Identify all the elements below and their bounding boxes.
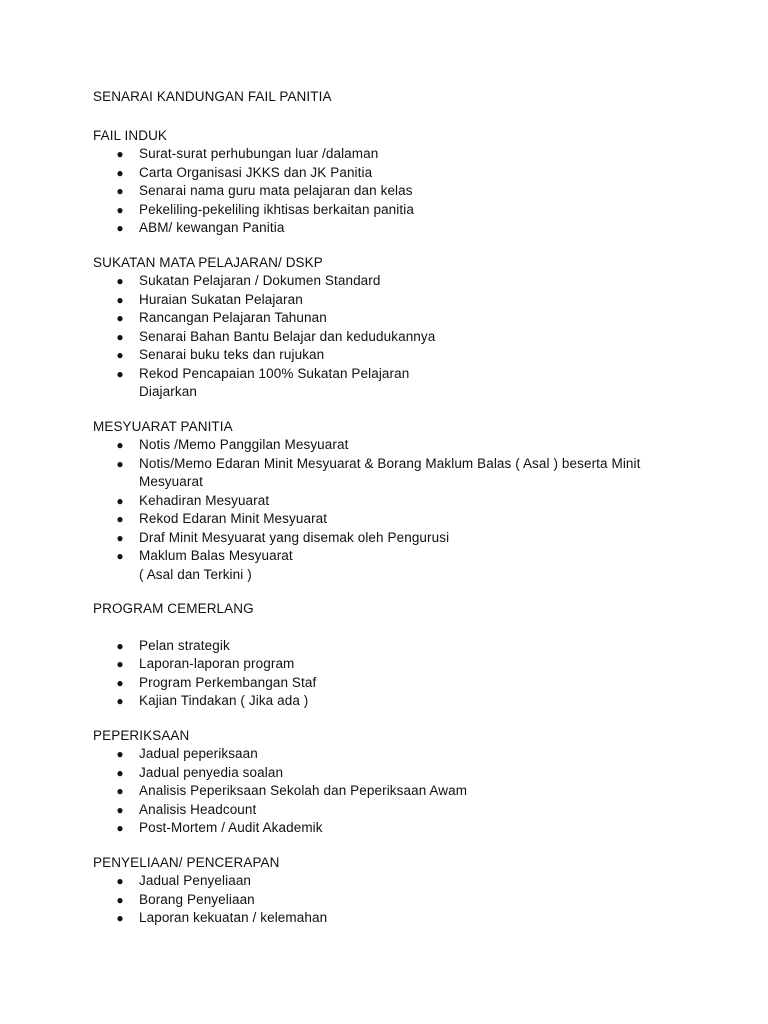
list-item-text: Jadual peperiksaan: [139, 746, 258, 761]
bullet-icon: ●: [116, 638, 124, 653]
list-item-text: Surat-surat perhubungan luar /dalaman: [139, 146, 379, 161]
list-item-text: ABM/ kewangan Panitia: [139, 220, 285, 235]
list-item-text: Rekod Edaran Minit Mesyuarat: [139, 511, 328, 526]
list-item-text: Carta Organisasi JKKS dan JK Panitia: [139, 164, 373, 180]
list-item-text: Huraian Sukatan Pelajaran: [139, 291, 303, 307]
list-item-text: Kehadiran Mesyuarat: [139, 492, 270, 508]
bullet-icon: ●: [116, 165, 124, 180]
list-item: [93, 801, 708, 820]
list-item: [93, 346, 708, 365]
section-penyeliaan: [93, 854, 708, 928]
section-mesyuarat: [93, 418, 708, 585]
bullet-icon: ●: [116, 348, 124, 362]
bullet-icon: ●: [116, 366, 124, 381]
bullet-icon: ●: [116, 657, 124, 671]
list-item-text: Notis/Memo Edaran Minit Mesyuarat & Borang Maklum Balas ( Asal ) beserta Minit: [139, 455, 641, 471]
list-item: [93, 164, 708, 183]
list-item-text: Pelan strategik: [139, 637, 230, 653]
list-item-text: Pekeliling-pekeliling ikhtisas berkaitan panitia: [139, 201, 414, 217]
bullet-list: [93, 637, 708, 711]
bullet-icon: ●: [116, 747, 124, 761]
list-item: [93, 510, 708, 529]
list-item: [93, 674, 708, 693]
list-item-text-continued: Mesyuarat: [139, 474, 203, 489]
list-item-text: Jadual penyedia soalan: [139, 764, 284, 780]
bullet-icon: ●: [116, 874, 124, 888]
list-item-text: Senarai buku teks dan rujukan: [139, 347, 325, 362]
list-item: [93, 365, 708, 402]
section-heading: SUKATAN MATA PELAJARAN/ DSKP: [93, 254, 323, 270]
list-item: [93, 872, 708, 891]
list-item: [93, 909, 708, 928]
list-item: [93, 745, 708, 764]
bullet-icon: ●: [116, 784, 124, 798]
bullet-list: [93, 272, 708, 402]
list-item-text: Sukatan Pelajaran / Dokumen Standard: [139, 273, 381, 288]
bullet-icon: ●: [116, 311, 124, 325]
list-item: [93, 692, 708, 711]
bullet-icon: ●: [116, 184, 124, 198]
list-item: [93, 637, 708, 656]
list-item: [93, 547, 708, 584]
list-item-text: Jadual Penyeliaan: [139, 873, 252, 888]
list-item: [93, 819, 708, 838]
list-item: [93, 328, 708, 347]
list-item: [93, 891, 708, 910]
list-item-text: Laporan kekuatan / kelemahan: [139, 910, 328, 925]
section-heading: PENYELIAAN/ PENCERAPAN: [93, 854, 280, 870]
list-item-text: Senarai Bahan Bantu Belajar dan kedudukannya: [139, 328, 436, 344]
bullet-list: [93, 145, 708, 238]
bullet-icon: ●: [116, 512, 124, 526]
list-item: [93, 436, 708, 455]
section-peperiksaan: [93, 727, 708, 838]
bullet-icon: ●: [116, 147, 124, 161]
list-item: [93, 764, 708, 783]
list-item: [93, 145, 708, 164]
list-item-text-continued: ( Asal dan Terkini ): [139, 566, 252, 582]
bullet-icon: ●: [116, 694, 124, 708]
list-item: [93, 272, 708, 291]
bullet-icon: ●: [116, 221, 124, 235]
section-heading: PROGRAM CEMERLANG: [93, 601, 254, 616]
bullet-icon: ●: [116, 802, 124, 817]
list-item: [93, 455, 708, 492]
bullet-icon: ●: [116, 493, 124, 508]
list-item-text: Rekod Pencapaian 100% Sukatan Pelajaran: [139, 365, 410, 381]
bullet-icon: ●: [116, 675, 124, 690]
list-item-text: Draf Minit Mesyuarat yang disemak oleh Pengurusi: [139, 529, 450, 545]
bullet-list: [93, 436, 708, 584]
bullet-icon: ●: [116, 892, 124, 907]
section-heading: MESYUARAT PANITIA: [93, 418, 233, 434]
bullet-icon: ●: [116, 765, 124, 780]
list-item-text: Laporan-laporan program: [139, 656, 295, 671]
list-item-text: Analisis Headcount: [139, 801, 257, 817]
list-item: [93, 782, 708, 801]
list-item: [93, 201, 708, 220]
list-item-text: Senarai nama guru mata pelajaran dan kelas: [139, 183, 413, 198]
list-item-text-continued: Diajarkan: [139, 384, 197, 399]
bullet-icon: ●: [116, 292, 124, 307]
list-item: [93, 492, 708, 511]
bullet-icon: ●: [116, 456, 124, 471]
bullet-icon: ●: [116, 329, 124, 344]
list-item: [93, 291, 708, 310]
list-item-text: Borang Penyeliaan: [139, 891, 255, 907]
section-fail-induk: [93, 127, 708, 238]
list-item-text: Rancangan Pelajaran Tahunan: [139, 310, 327, 325]
section-sukatan: [93, 254, 708, 402]
bullet-list: [93, 872, 708, 928]
list-item-text: Notis /Memo Panggilan Mesyuarat: [139, 437, 349, 452]
list-item-text: Kajian Tindakan ( Jika ada ): [139, 693, 309, 708]
list-item: [93, 219, 708, 238]
bullet-icon: ●: [116, 438, 124, 452]
document-title: SENARAI KANDUNGAN FAIL PANITIA: [93, 89, 332, 104]
list-item: [93, 309, 708, 328]
bullet-icon: ●: [116, 549, 124, 563]
section-heading: PEPERIKSAAN: [93, 727, 190, 743]
list-item-text: Maklum Balas Mesyuarat: [139, 548, 293, 563]
bullet-icon: ●: [116, 911, 124, 925]
bullet-icon: ●: [116, 274, 124, 288]
list-item-text: Post-Mortem / Audit Akademik: [139, 820, 323, 835]
list-item-text: Analisis Peperiksaan Sekolah dan Peperiksaan Awam: [139, 783, 468, 798]
section-heading: FAIL INDUK: [93, 127, 168, 143]
list-item-text: Program Perkembangan Staf: [139, 674, 317, 690]
list-item: [93, 655, 708, 674]
bullet-list: [93, 745, 708, 838]
bullet-icon: ●: [116, 530, 124, 545]
bullet-icon: ●: [116, 821, 124, 835]
bullet-icon: ●: [116, 202, 124, 217]
list-item: [93, 529, 708, 548]
section-program-cemerlang: [93, 600, 708, 711]
list-item: [93, 182, 708, 201]
